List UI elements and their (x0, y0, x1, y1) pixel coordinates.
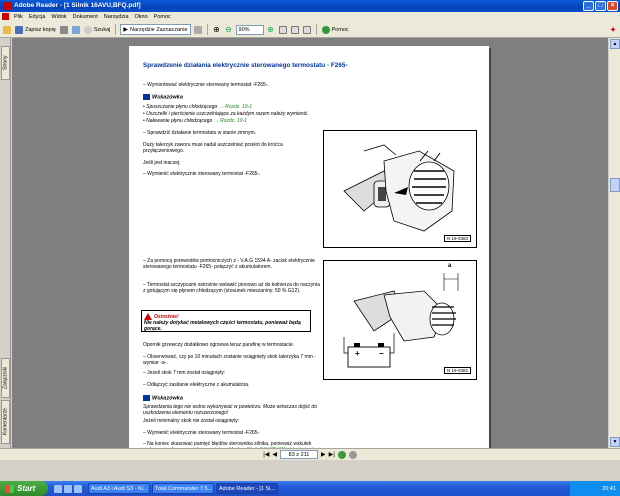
step-connect-battery: – Za pomocą przewodów pomocniczych z - V.A.G 1594 A- zacisk elektrycznie sterowanego termostatu -F265- połączyć z akumulatorem. (143, 258, 315, 271)
tab-comments-label: Komentarze (2, 408, 9, 436)
quick-launch (54, 485, 82, 493)
title-bar (0, 0, 620, 12)
note-heading-2-text: Wskazówka (152, 395, 183, 402)
email-icon (72, 26, 80, 34)
adobe-reader-icon (3, 2, 11, 10)
menu-bar (0, 12, 620, 22)
task-adobe-reader[interactable]: Adobe Reader - [1 Si... (216, 483, 278, 494)
navigation-panel (0, 38, 11, 448)
step-if-reached: – Jeżeli skok 7 mm został osiągnięty: (143, 370, 226, 376)
search-label: Szukaj (93, 26, 111, 33)
zoom-field[interactable]: 90% (236, 25, 264, 35)
windows-flag-icon (6, 485, 14, 493)
note-bullet-3-text: • Nalewanie płynu chłodzącego (143, 118, 213, 124)
paragraph-not-reached: Jeżeli minimalny skok nie został osiągnięty: (143, 418, 240, 424)
window-title: Adobe Reader - [1 Silnik 16AVU,BFQ.pdf] (14, 2, 141, 9)
close-button[interactable]: × (607, 1, 618, 11)
caution-text: Nie należy dotykać metalowych części termostatu, ponieważ będą gorące. (144, 320, 301, 332)
ie-icon[interactable] (54, 485, 62, 493)
thermostat-test-drawing (324, 261, 478, 381)
minimize-button[interactable]: _ (583, 1, 594, 11)
system-tray (570, 481, 620, 496)
battery-plus-label: + (355, 349, 360, 358)
snapshot-tool-button[interactable] (193, 24, 203, 35)
last-page-button[interactable]: ▶| (328, 452, 335, 458)
fit-page-button[interactable] (290, 24, 300, 35)
toolbar-separator (115, 24, 116, 35)
help-button[interactable] (321, 24, 350, 35)
start-label: Start (17, 484, 36, 493)
step-clear-fault-memory-text: – Na koniec skasować pamięć błędów sterownika silnika, ponieważ wskutek (143, 441, 312, 447)
tab-attachments-label: Załączniki (2, 366, 9, 390)
toolbar-separator (207, 24, 208, 35)
zoom-in-button[interactable] (266, 24, 276, 35)
maximize-button[interactable]: □ (595, 1, 606, 11)
scroll-up-button[interactable]: ▲ (610, 39, 620, 49)
help-label: Pomoc (331, 26, 349, 33)
status-bar (0, 448, 620, 460)
camera-icon (194, 26, 202, 34)
note-bullet-2: • Uszczelki i pierścienie uszczelniające za każdym razem należy wymienić. (143, 111, 309, 117)
tab-pages-label: Strony (2, 55, 9, 71)
vertical-scrollbar[interactable] (608, 38, 620, 448)
menu-file[interactable]: Plik (14, 14, 23, 20)
caution-box (141, 310, 311, 332)
forward-view-button[interactable] (349, 451, 357, 459)
menu-window[interactable]: Okno (134, 14, 148, 20)
print-button[interactable] (59, 24, 69, 35)
step-insert-thermostat: – Termostat szczypcami ostrożnie wstawić pionowo aż do kołnierza do naczynia z gotującym się płynem chłodzącym (stosunek mieszaniny: 50 % G12). (143, 282, 320, 295)
tab-pages[interactable] (1, 46, 10, 80)
caution-title: Ostrożnie! (154, 313, 179, 320)
paragraph-valve: Duży talerzyk zaworu musi nadal uszczelniać przelot do króćca przyłączeniowego. (143, 142, 283, 155)
toolbar (0, 22, 620, 38)
start-button[interactable] (0, 481, 48, 496)
tab-attachments[interactable] (1, 358, 10, 398)
minus-icon: ⊖ (225, 25, 232, 34)
zoom-icon: ⊕ (213, 25, 220, 34)
info-icon (143, 94, 150, 100)
step-replace-thermostat: – Wymienić elektrycznie sterowany termostat -F265-. (143, 171, 261, 177)
task-audi[interactable]: Audi A3 i Audi S3 - Ki... (88, 483, 150, 494)
scroll-thumb[interactable] (610, 178, 620, 192)
back-view-button[interactable] (338, 451, 346, 459)
page-number-field[interactable]: 83 z 211 (280, 450, 318, 459)
clock: 20:41 (602, 485, 616, 492)
menu-view[interactable]: Widok (51, 14, 67, 20)
actual-size-button[interactable] (278, 24, 288, 35)
folder-icon (3, 26, 11, 34)
save-icon (15, 26, 23, 34)
step-remove-thermostat: – Wymontować elektrycznie sterowany termostat -F265-. (143, 82, 269, 88)
step-replace-thermostat-2: – Wymienić elektrycznie sterowany termostat -F265-. (143, 430, 261, 436)
thermostat-drawing (324, 131, 478, 249)
dimension-a-label: a (448, 263, 452, 269)
fit-width-icon (303, 26, 311, 34)
select-tool-button[interactable] (120, 24, 190, 35)
taskbar (0, 481, 620, 496)
note-heading-1-text: Wskazówka (152, 94, 183, 101)
section-title: Sprawdzenie działania elektrycznie sterowanego termostatu - F265- (143, 62, 348, 69)
desktop-icon[interactable] (64, 485, 72, 493)
task-total-commander[interactable]: Total Commander 7.5... (152, 483, 214, 494)
note-heading-2 (143, 395, 183, 401)
previous-page-button[interactable]: ◀ (272, 452, 277, 458)
search-button[interactable] (83, 24, 112, 35)
note-bullet-1 (143, 104, 363, 110)
warning-icon (144, 313, 152, 320)
document-area[interactable] (12, 38, 608, 448)
fit-page-icon (291, 26, 299, 34)
paragraph-otherwise: Jeśli jest inaczej: (143, 160, 181, 166)
save-copy-button[interactable] (14, 24, 57, 35)
link-rozdz-19-1[interactable]: → Rozdz. 19-1 (213, 118, 248, 124)
select-tool-label: Narzędzie Zaznaczanie (130, 26, 188, 33)
zoom-tool-button[interactable] (212, 24, 222, 35)
plus-icon: ⊕ (267, 25, 274, 34)
step-check-cold: – Sprawdzić działanie termostatu w stanie zimnym. (143, 130, 257, 136)
note-heading-1 (143, 94, 183, 100)
print-icon (60, 26, 68, 34)
info-icon (143, 395, 150, 401)
menu-document[interactable]: Dokument (72, 14, 98, 20)
save-copy-label: Zapisz kopię (25, 26, 56, 33)
page-icon (279, 26, 287, 34)
figure-1-label: N 19-0383 (444, 235, 471, 242)
note-text-2: Sprawdzenia tego nie wolno wykonywać w powietrzu. Może wówczas dojść do uszkodzenia elementu rozszerzonego! (143, 404, 317, 417)
menu-tools[interactable]: Narzędzia (103, 14, 129, 20)
link-rozdz-19-1[interactable]: → Rozdz. 19-1 (218, 104, 253, 110)
document-icon (2, 13, 9, 20)
menu-edit[interactable]: Edycja (28, 14, 46, 20)
note-bullet-3 (143, 118, 363, 124)
figure-thermostat-test (323, 260, 477, 380)
step-observe-stroke: – Obserwować, czy po 10 minutach zostanie osiągnięty skok talerzyka 7 mm - wymiar -a-. (143, 354, 316, 367)
pdf-page (129, 46, 489, 456)
figure-thermostat (323, 130, 477, 248)
binoculars-icon (84, 26, 92, 34)
step-disconnect-battery: – Odłączyć zasilanie elektryczne z akumulatora. (143, 382, 250, 388)
figure-2-label: N 19-0382 (444, 367, 471, 374)
zoom-out-button[interactable] (224, 24, 234, 35)
email-button[interactable] (71, 24, 81, 35)
fit-width-button[interactable] (302, 24, 312, 35)
open-button[interactable] (2, 24, 12, 35)
media-icon[interactable] (74, 485, 82, 493)
first-page-button[interactable]: |◀ (263, 452, 270, 458)
tab-comments[interactable] (1, 400, 10, 444)
battery-minus-label: − (379, 349, 384, 358)
menu-help[interactable]: Pomoc (153, 14, 171, 20)
next-page-button[interactable]: ▶ (321, 452, 326, 458)
toolbar-separator (316, 24, 317, 35)
help-icon (322, 26, 330, 34)
adobe-logo: ✦ (610, 26, 616, 34)
note-bullet-1-text: • Spuszczanie płynu chłodzącego (143, 104, 218, 110)
scroll-down-button[interactable]: ▼ (610, 437, 620, 447)
cursor-icon: ▶ (123, 27, 129, 33)
paragraph-heater: Opornik grzewczy dodatkowo ogrzewa teraz parafinę w termostacie. (143, 342, 295, 348)
